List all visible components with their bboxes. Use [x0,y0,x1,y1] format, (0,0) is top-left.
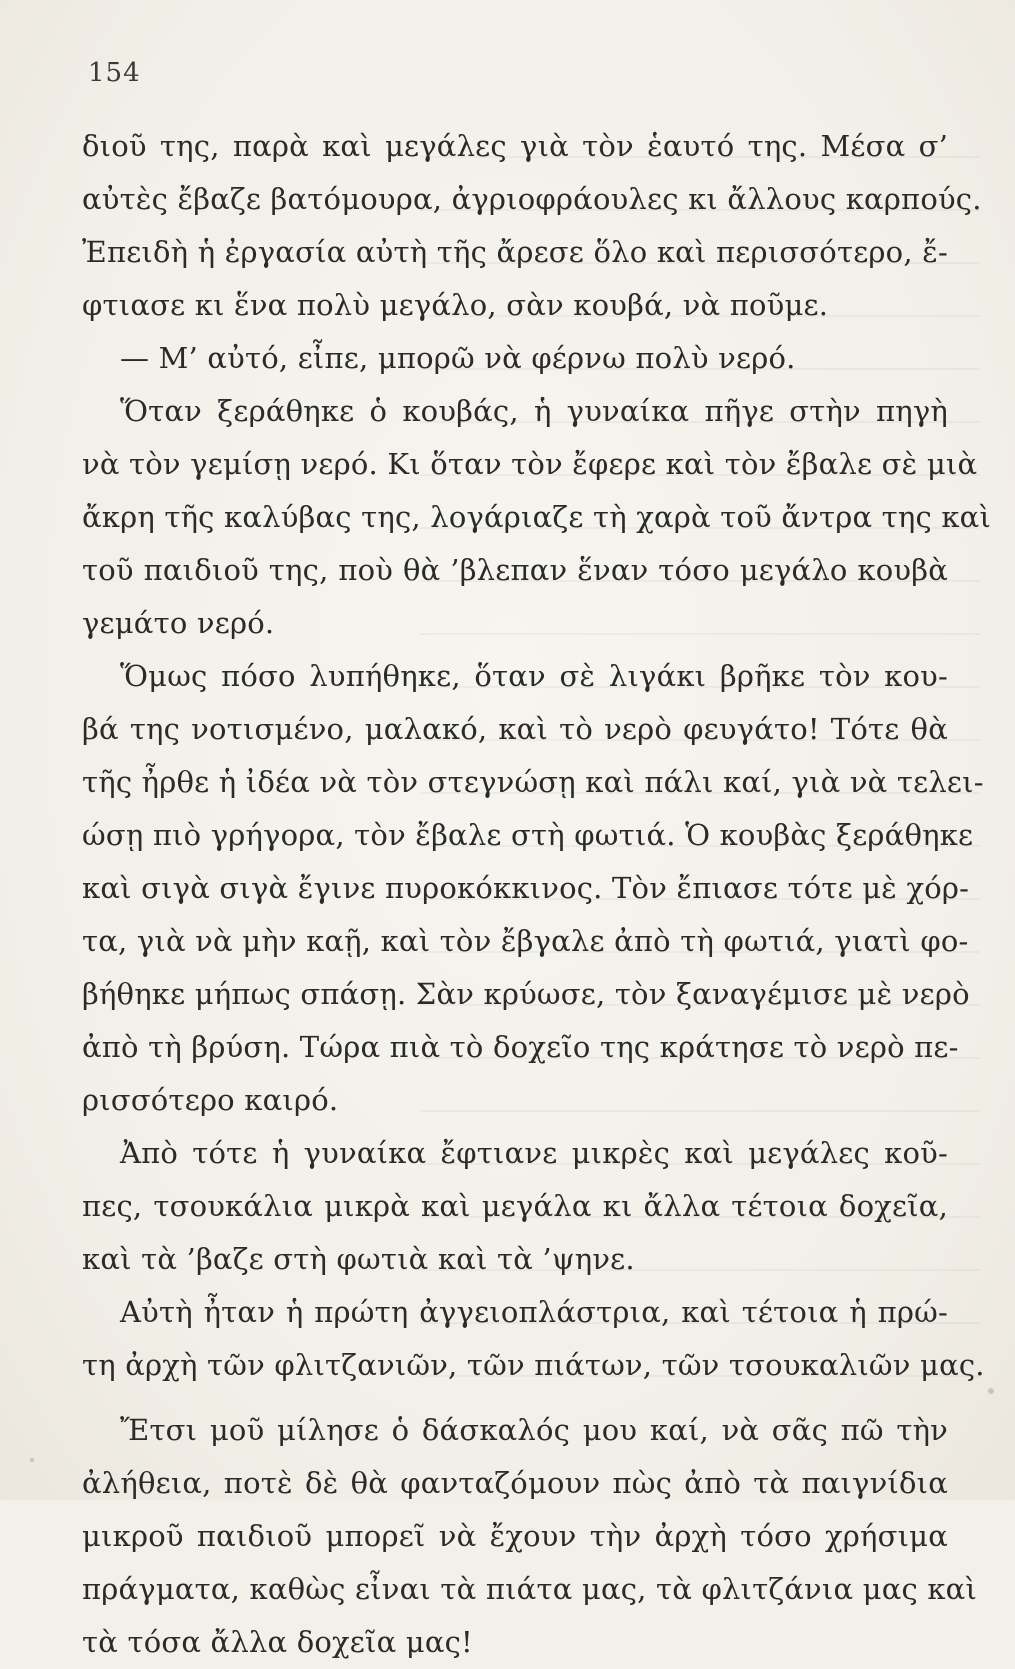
paper-speck [988,1388,994,1394]
text-line: πράγματα, καθὼς εἶναι τὰ πιάτα μας, τὰ φλιτζάνια μας καὶ [82,1572,978,1606]
text-line: Ἐπειδὴ ἡ ἐργασία αὐτὴ τῆς ἄρεσε ὅλο καὶ περισσότερο, ἔ- [82,235,948,269]
text-line: Ὅταν ξεράθηκε ὁ κουβάς, ἡ γυναίκα πῆγε στὴν πηγὴ [120,394,948,428]
text-line: ἀλήθεια, ποτὲ δὲ θὰ φανταζόμουν πὼς ἀπὸ τὰ παιγνίδια [82,1466,948,1500]
text-line: ώσῃ πιὸ γρήγορα, τὸν ἔβαλε στὴ φωτιά. Ὁ κουβὰς ξεράθηκε [82,818,974,852]
page-number: 154 [88,58,141,88]
body-text [82,120,992,1669]
text-line: καὶ σιγὰ σιγὰ ἔγινε πυροκόκκινος. Τὸν ἔπιασε τότε μὲ χόρ- [82,871,970,905]
text-line: — Μ’ αὐτό, εἶπε, μπορῶ νὰ φέρνω πολὺ νερό. [120,341,796,375]
paper-speck [30,1458,34,1462]
text-line: Αὐτὴ ἦταν ἡ πρώτη ἀγγειοπλάστρια, καὶ τέτοια ἡ πρώ- [120,1295,948,1329]
text-line: φτιασε κι ἕνα πολὺ μεγάλο, σὰν κουβά, νὰ ποῦμε. [82,288,829,322]
text-line: ἄκρη τῆς καλύβας της, λογάριαζε τὴ χαρὰ τοῦ ἄντρα της καὶ [82,500,992,534]
text-line: Ὅμως πόσο λυπήθηκε, ὅταν σὲ λιγάκι βρῆκε τὸν κου- [120,659,948,693]
text-line: τῆς ἦρθε ἡ ἰδέα νὰ τὸν στεγνώσῃ καὶ πάλι καί, γιὰ νὰ τελει- [82,765,984,799]
text-line: τὰ τόσα ἄλλα δοχεῖα μας! [82,1625,473,1659]
text-line: πες, τσουκάλια μικρὰ καὶ μεγάλα κι ἄλλα τέτοια δοχεῖα, [82,1189,948,1223]
text-line: βήθηκε μήπως σπάσῃ. Σὰν κρύωσε, τὸν ξαναγέμισε μὲ νερὸ [82,977,970,1011]
text-line: Ἀπὸ τότε ἡ γυναίκα ἔφτιανε μικρὲς καὶ μεγάλες κοῦ- [120,1136,948,1170]
text-line: τη ἀρχὴ τῶν φλιτζανιῶν, τῶν πιάτων, τῶν τσουκαλιῶν μας. [82,1348,985,1382]
text-line: Ἔτσι μοῦ μίλησε ὁ δάσκαλός μου καί, νὰ σᾶς πῶ τὴν [120,1413,948,1447]
text-line: ἀπὸ τὴ βρύση. Τώρα πιὰ τὸ δοχεῖο της κράτησε τὸ νερὸ πε- [82,1030,959,1064]
text-line: αὐτὲς ἔβαζε βατόμουρα, ἀγριοφράουλες κι ἄλλους καρπούς. [82,182,982,216]
text-line: τοῦ παιδιοῦ της, ποὺ θὰ ’βλεπαν ἕναν τόσο μεγάλο κουβὰ [82,553,948,587]
text-line: νὰ τὸν γεμίσῃ νερό. Κι ὅταν τὸν ἔφερε καὶ τὸν ἔβαλε σὲ μιὰ [82,447,978,481]
text-line: τα, γιὰ νὰ μὴν καῇ, καὶ τὸν ἔβγαλε ἀπὸ τὴ φωτιά, γιατὶ φο- [82,924,969,958]
paragraph-gap [82,1392,948,1404]
text-line: βά της νοτισμένο, μαλακό, καὶ τὸ νερὸ φευγάτο! Τότε θὰ [82,712,948,746]
text-line: ρισσότερο καιρό. [82,1083,339,1117]
text-line: καὶ τὰ ’βαζε στὴ φωτιὰ καὶ τὰ ’ψηνε. [82,1242,635,1276]
text-line: γεμάτο νερό. [82,606,275,640]
text-line: μικροῦ παιδιοῦ μπορεῖ νὰ ἔχουν τὴν ἀρχὴ τόσο χρήσιμα [82,1519,948,1553]
text-line: διοῦ της, παρὰ καὶ μεγάλες γιὰ τὸν ἑαυτό της. Μέσα σ’ [82,129,948,163]
